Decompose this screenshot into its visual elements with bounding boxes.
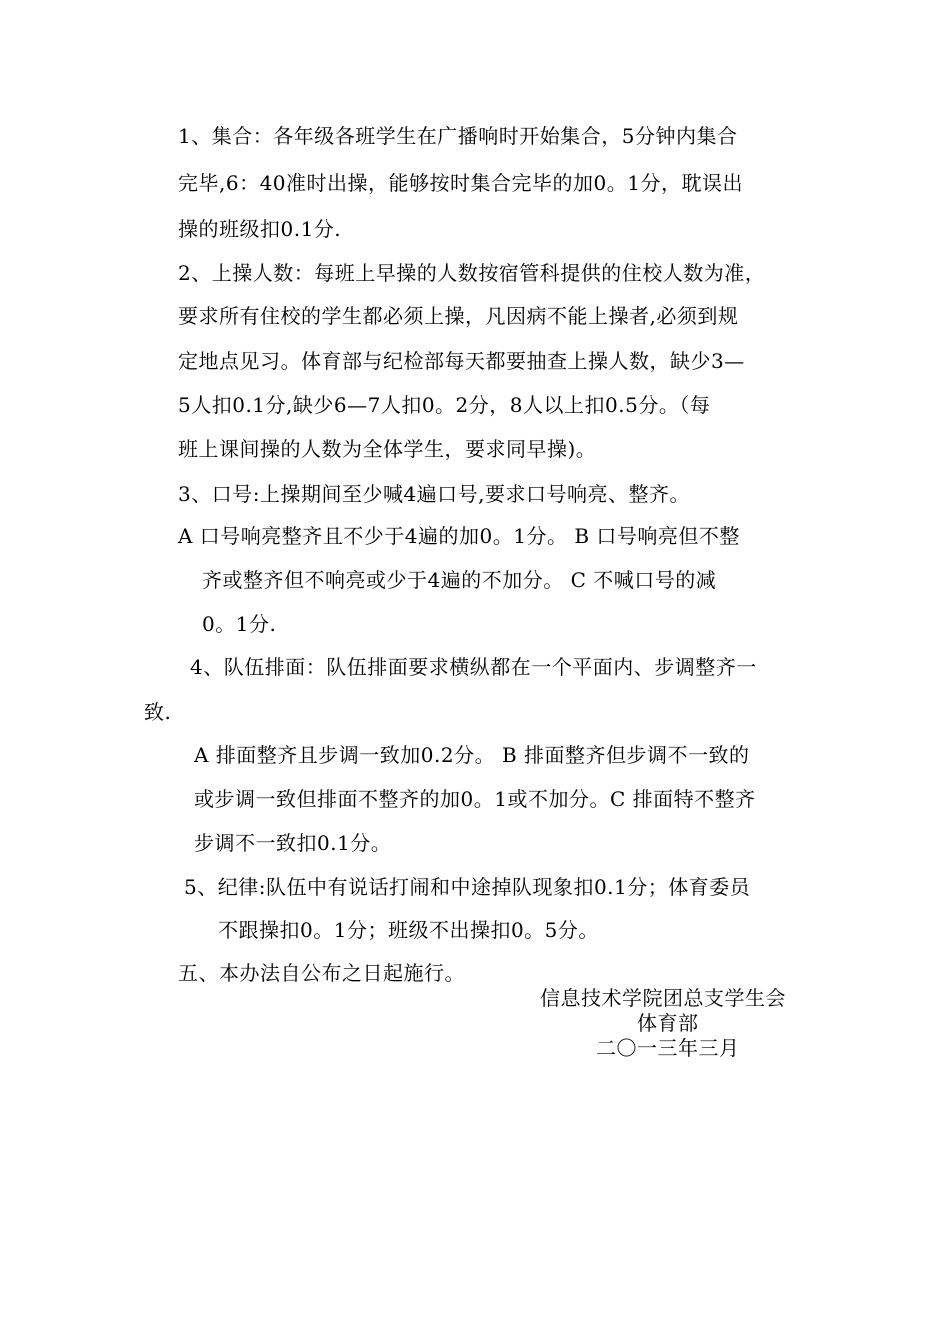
- signature-dept: 体育部: [637, 1011, 699, 1035]
- signature-org: 信息技术学院团总支学生会: [540, 986, 786, 1010]
- item2-line3: 定地点见习。体育部与纪检部每天都要抽查上操人数，缺少3—: [178, 349, 745, 373]
- item4-line4: 或步调一致但排面不整齐的加0。1或不加分。C 排面特不整齐: [194, 787, 756, 811]
- item2-line1: 2、上操人数：每班上早操的人数按宿管科提供的住校人数为准，: [178, 261, 766, 285]
- item2-line4: 5人扣0.1分,缺少6—7人扣0。2分，8人以上扣0.5分。（每: [178, 393, 711, 417]
- item1-line2: 完毕,6：40准时出操，能够按时集合完毕的加0。1分，耽误出: [178, 171, 743, 195]
- item4-line3: A 排面整齐且步调一致加0.2分。 B 排面整齐但步调不一致的: [194, 743, 750, 767]
- item2-line5: 班上课间操的人数为全体学生，要求同早操)。: [178, 437, 597, 461]
- item5-line1: 5、纪律:队伍中有说话打闹和中途掉队现象扣0.1分；体育委员: [184, 875, 751, 899]
- signature-date: 二〇一三年三月: [596, 1036, 740, 1060]
- item3-line1: 3、口号:上操期间至少喊4遍口号,要求口号响亮、整齐。: [178, 482, 691, 506]
- final-provision: 五、本办法自公布之日起施行。: [178, 961, 465, 985]
- item5-line2: 不跟操扣0。1分；班级不出操扣0。5分。: [218, 918, 599, 942]
- item4-line5: 步调不一致扣0.1分。: [194, 831, 392, 855]
- item4-line2: 致.: [144, 700, 172, 724]
- item1-line1: 1、集合：各年级各班学生在广播响时开始集合，5分钟内集合: [178, 124, 738, 148]
- item3-line3: 齐或整齐但不响亮或少于4遍的不加分。 C 不喊口号的减: [202, 568, 717, 592]
- item3-line2: A 口号响亮整齐且不少于4遍的加0。1分。 B 口号响亮但不整: [178, 524, 740, 548]
- item2-line2: 要求所有住校的学生都必须上操，凡因病不能上操者,必须到规: [178, 304, 739, 328]
- item1-line3: 操的班级扣0.1分.: [178, 217, 342, 241]
- item3-line4: 0。1分.: [202, 612, 277, 636]
- item4-line1: 4、队伍排面：队伍排面要求横纵都在一个平面内、步调整齐一: [190, 655, 757, 679]
